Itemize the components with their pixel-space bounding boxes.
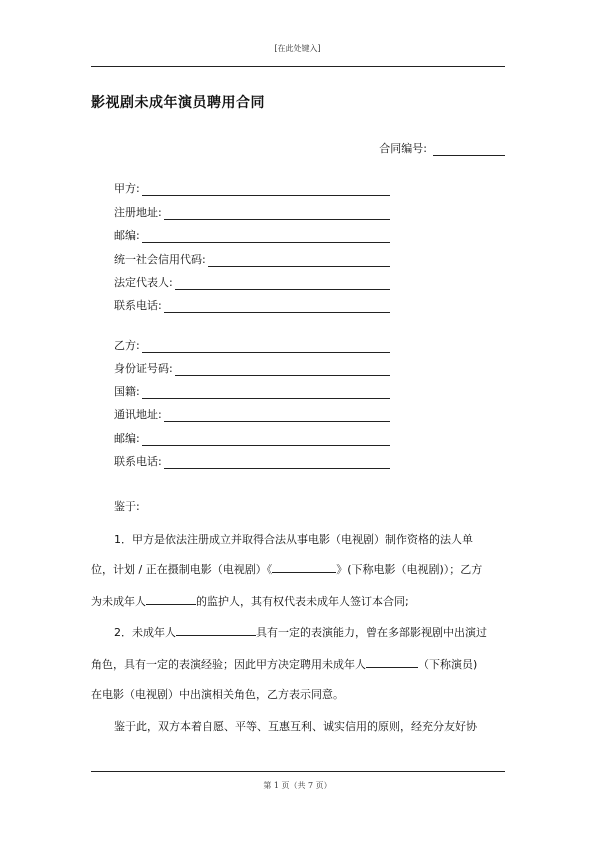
field-label: 通讯地址:: [114, 408, 162, 421]
field-label: 法定代表人:: [114, 276, 173, 289]
fill-line[interactable]: [142, 388, 390, 399]
text: 角色，具有一定的表演经验；因此甲方决定聘用未成年人: [91, 658, 366, 671]
field-label: 国籍:: [114, 385, 140, 398]
clause-1-line-2: [91, 561, 505, 577]
text: 2．未成年人: [114, 626, 176, 639]
contract-number-row: [379, 140, 505, 156]
party-b-address-field[interactable]: [114, 408, 390, 422]
party-a-phone-field[interactable]: [114, 299, 390, 313]
header-divider: [91, 66, 505, 67]
text: 具有一定的表演能力，曾在多部影视剧中出演过: [256, 626, 487, 639]
fill-line[interactable]: [175, 279, 390, 290]
field-label: 身份证号码:: [114, 362, 173, 375]
fill-line[interactable]: [208, 256, 390, 267]
text: 的监护人，其有权代表未成年人签订本合同;: [196, 595, 409, 608]
party-a-address-field[interactable]: [114, 206, 390, 220]
field-label: 统一社会信用代码:: [114, 253, 206, 266]
text: （下称演员): [418, 658, 478, 671]
fill-line[interactable]: [164, 411, 390, 422]
page-header: [在此处键入]: [274, 44, 321, 53]
closing-line-1: 鉴于此，双方本着自愿、平等、互惠互利、诚实信用的原则，经充分友好协: [114, 720, 477, 733]
minor-name-blank[interactable]: [176, 624, 256, 636]
clause-2-line-3: 在电影（电视剧）中出演相关角色，乙方表示同意。: [91, 688, 344, 701]
field-label: 邮编:: [114, 229, 140, 242]
minor-name-blank[interactable]: [146, 593, 196, 605]
document-title: 影视剧未成年演员聘用合同: [91, 95, 265, 111]
fill-line[interactable]: [164, 302, 390, 313]
fill-line[interactable]: [164, 458, 390, 469]
clause-1-line-3: [91, 593, 505, 609]
fill-line[interactable]: [142, 342, 390, 353]
text: 位，计划 / 正在摄制电影（电视剧）《: [91, 563, 273, 576]
page-number: 第 1 页（共 7 页）: [263, 781, 332, 790]
party-a-credit-code-field[interactable]: [114, 253, 390, 267]
footer-divider: [91, 771, 505, 772]
field-label: 联系电话:: [114, 455, 162, 468]
party-b-postcode-field[interactable]: [114, 432, 390, 446]
contract-number-label: 合同编号:: [379, 142, 427, 155]
field-label: 注册地址:: [114, 206, 162, 219]
party-b-id-number-field[interactable]: [114, 362, 390, 376]
field-label: 甲方:: [114, 182, 140, 195]
whereas-heading: 鉴于:: [114, 500, 140, 513]
minor-name-blank[interactable]: [366, 656, 418, 668]
fill-line[interactable]: [142, 435, 390, 446]
party-b-nationality-field[interactable]: [114, 385, 390, 399]
text: 为未成年人: [91, 595, 146, 608]
clause-2-line-2: [91, 656, 505, 672]
party-b-phone-field[interactable]: [114, 455, 390, 469]
field-label: 乙方:: [114, 339, 140, 352]
field-label: 邮编:: [114, 432, 140, 445]
party-b-name-field[interactable]: [114, 339, 390, 353]
party-a-name-field[interactable]: [114, 182, 390, 196]
film-title-blank[interactable]: [272, 561, 336, 573]
field-label: 联系电话:: [114, 299, 162, 312]
fill-line[interactable]: [164, 209, 390, 220]
text: 》(下称电影（电视剧)）；乙方: [336, 563, 483, 576]
clause-2-line-1: [114, 624, 528, 640]
party-a-postcode-field[interactable]: [114, 229, 390, 243]
fill-line[interactable]: [142, 232, 390, 243]
party-a-legal-rep-field[interactable]: [114, 276, 390, 290]
clause-1-line-1: 1．甲方是依法注册成立并取得合法从事电影（电视剧）制作资格的法人单: [114, 533, 473, 546]
fill-line[interactable]: [142, 185, 390, 196]
contract-number-blank[interactable]: [433, 143, 505, 156]
fill-line[interactable]: [175, 365, 390, 376]
